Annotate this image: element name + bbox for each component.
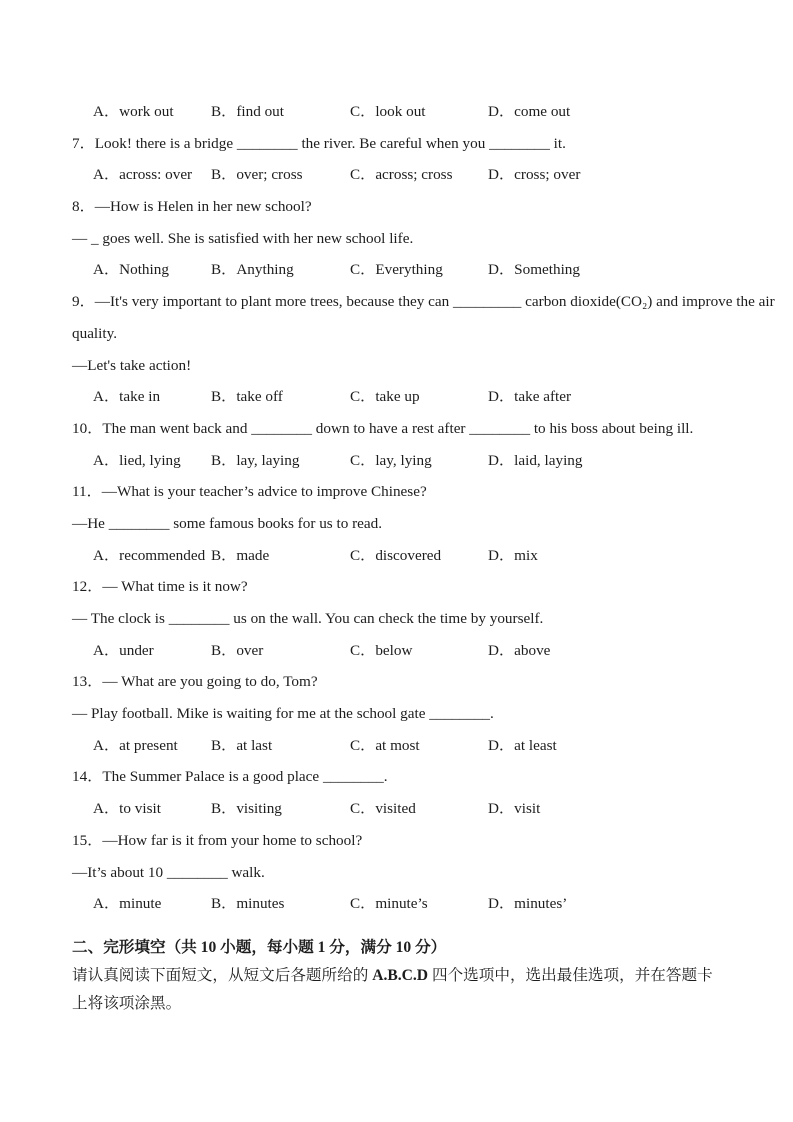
question-8-options — [72, 254, 722, 286]
option-d: D．mix — [488, 546, 538, 564]
exam-question-list — [72, 96, 775, 920]
question-13-reply: — Play football. Mike is waiting for me at the school gate ________. — [72, 705, 494, 723]
question-14-options — [72, 793, 722, 825]
question-15-stem: 15．—How far is it from your home to school? — [72, 831, 363, 849]
question-11-stem: 11．—What is your teacher’s advice to improve Chinese? — [72, 483, 427, 501]
option-b: B．minutes — [211, 895, 285, 913]
option-c: C．at most — [350, 736, 420, 754]
option-a: A．Nothing — [93, 261, 169, 279]
cloze-section-heading: 二、完形填空（共 10 小题，每小题 1 分，满分 10 分） — [72, 939, 447, 956]
cloze-section — [72, 934, 722, 1018]
question-11-reply: —He ________ some famous books for us to read. — [72, 514, 383, 532]
question-6-options — [72, 96, 722, 128]
option-c: C．take up — [350, 388, 420, 406]
cloze-instructions-line1 — [72, 962, 722, 990]
question-13-options — [72, 730, 722, 762]
option-a: A．across: over — [93, 166, 193, 184]
question-12-options — [72, 635, 722, 667]
option-c: C．below — [350, 641, 413, 659]
question-15-options — [72, 888, 722, 920]
option-a: A．take in — [93, 388, 161, 406]
option-d: D．above — [488, 641, 551, 659]
question-7-stem: 7．Look! there is a bridge ________ the river. Be careful when you ________ it. — [72, 134, 566, 152]
option-a: A．under — [93, 641, 154, 659]
question-15-reply: —It’s about 10 ________ walk. — [72, 863, 265, 881]
option-c: C．discovered — [350, 546, 442, 564]
option-b: B．over — [211, 641, 264, 659]
instructions-text-pre: 请认真阅读下面短文，从短文后各题所给的 — [72, 967, 373, 984]
question-9-stem-line1: 9．—It's very important to plant more trees, because they can _________ carbon dioxide(CO₂) and improve the air — [72, 293, 775, 311]
option-b: B．take off — [211, 388, 283, 406]
option-d: D．Something — [488, 261, 580, 279]
option-b: B．at last — [211, 736, 273, 754]
instructions-option-letters: A.B.C.D — [372, 967, 429, 984]
option-b: B．Anything — [211, 261, 294, 279]
question-9-stem-line2: quality. — [72, 324, 117, 342]
question-9-reply: —Let's take action! — [72, 356, 192, 374]
option-d: D．laid, laying — [488, 451, 583, 469]
option-b: B．find out — [211, 103, 284, 120]
question-11-options — [72, 540, 722, 572]
option-c: C．look out — [350, 103, 426, 120]
option-b: B．made — [211, 546, 270, 564]
option-c: C．minute’s — [350, 895, 428, 913]
option-a: A．to visit — [93, 800, 161, 818]
cloze-instructions-line2: 上将该项涂黑。 — [72, 995, 182, 1012]
question-12-stem: 12．— What time is it now? — [72, 578, 248, 596]
option-d: D．at least — [488, 736, 557, 754]
question-12-reply: — The clock is ________ us on the wall. You can check the time by yourself. — [72, 610, 544, 627]
question-7-options — [72, 159, 722, 191]
option-a: A．recommended — [93, 546, 206, 564]
option-d: D．cross; over — [488, 166, 581, 184]
question-8-stem: 8．—How is Helen in her new school? — [72, 198, 312, 216]
option-b: B．over; cross — [211, 166, 303, 184]
option-c: C．visited — [350, 800, 416, 818]
option-b: B．lay, laying — [211, 451, 300, 469]
option-a: A．minute — [93, 895, 162, 913]
option-a: A．at present — [93, 736, 178, 754]
option-d: D．take after — [488, 388, 572, 406]
option-d: D．visit — [488, 800, 541, 818]
question-8-reply: — _ goes well. She is satisfied with her new school life. — [72, 229, 414, 247]
option-a: A．lied, lying — [93, 451, 181, 469]
option-d: D．minutes’ — [488, 895, 568, 913]
option-c: C．across; cross — [350, 166, 453, 184]
option-c: C．lay, lying — [350, 451, 432, 469]
option-a: A．work out — [93, 103, 174, 120]
option-c: C．Everything — [350, 261, 443, 279]
question-13-stem: 13．— What are you going to do, Tom? — [72, 673, 318, 691]
question-10-stem: 10．The man went back and ________ down to have a rest after ________ to his boss about being ill. — [72, 419, 694, 437]
question-14-stem: 14．The Summer Palace is a good place ________. — [72, 768, 388, 786]
question-10-options — [72, 445, 722, 477]
option-d: D．come out — [488, 103, 571, 120]
instructions-text-post: 四个选项中，选出最佳选项，并在答题卡 — [428, 967, 713, 984]
option-b: B．visiting — [211, 800, 282, 818]
question-9-options — [72, 381, 722, 413]
